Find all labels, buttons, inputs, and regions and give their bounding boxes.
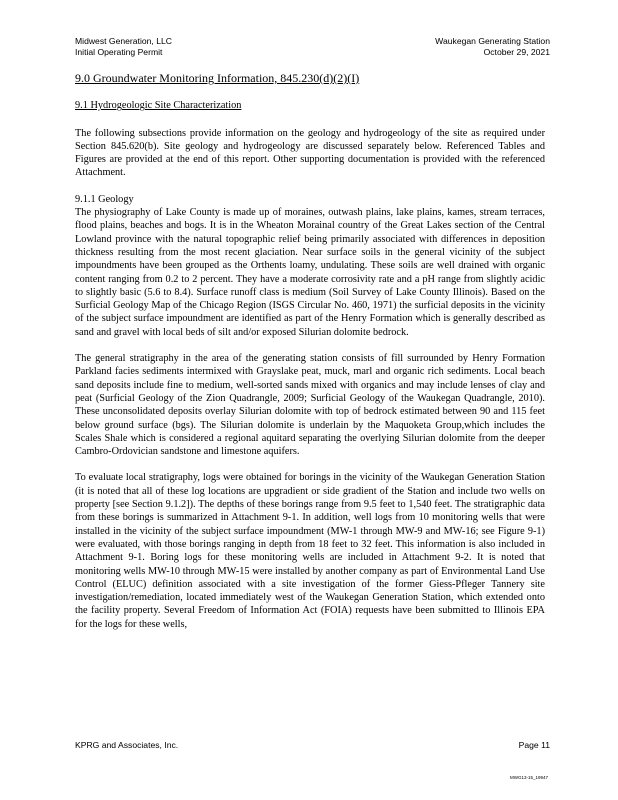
header-left — [75, 36, 172, 57]
footer-company: KPRG and Associates, Inc. — [75, 740, 179, 750]
intro-paragraph: The following subsections provide information on the geology and hydrogeology of the site as required under Section 845.620(b). Site geology and hydrogeology are discussed separately below. Referenced Tables and Figures are provided at the end of this report. Other supporting documentation is provided with the referenced Attachment. — [75, 127, 545, 179]
page-number: Page 11 — [518, 740, 550, 750]
paragraph-local-stratigraphy: To evaluate local stratigraphy, logs were obtained for borings in the vicinity of the Waukegan Generation Station (it is noted that all of these log locations are upgradient or side gradient of the Station and include two wells on property [see Section 9.1.2]). The depths of these borings range from 9.5 feet to 1,540 feet. The stratigraphic data from these borings is summarized in Attachment 9-1. In addition, well logs from 10 monitoring wells that were installed in the vicinity of the subject surface impoundment (MW-1 through MW-9 and MW-16; see Figure 9-1) were evaluated, with those borings ranging in depth from 18 feet to 32 feet. This information is also included in Attachment 9-1. Boring logs for these monitoring wells are included in Attachment 9-2. It is noted that monitoring wells MW-10 through MW-15 were installed by another company as part of Environmental Land Use Control (ELUC) definition associated with a site investigation of the former Giess-Pfleger Tannery site investigation/remediation, located immediately west of the Waukegan Generation Station, which extended onto the facility property. Several Freedom of Information Act (FOIA) requests have been submitted to Illinois EPA for the logs for these wells, — [75, 472, 545, 630]
header-right — [435, 36, 550, 57]
paragraph-physiography: The physiography of Lake County is made up of moraines, outwash plains, lake plains, kames, stream terraces, flood plains, beaches and bogs. It is in the Wheaton Morainal country of the Great Lakes section of the Central Lowland province with the natural topographic relief being primarily associated with differences in deposition thickness resulting from the most recent glaciation. Near surface soils in the general vicinity of the subject impoundments have been grouped as the Orthents loamy, undulating. These soils are well drained with organic content ranging from 0.2 to 2 percent. They have a moderate corrosivity rate and a pH range from slightly acidic to slightly basic (5.6 to 8.4). Surface runoff class is medium (Soil Survey of Lake County Illinois). Based on the Surficial Geology Map of the Chicago Region (ISGS Circular No. 460, 1971) the surficial deposits in the vicinity of the subject surface impoundment are identified as part of the Henry Formation which is generally described as sand and gravel with local beds of silt and/or exposed Silurian dolomite bedrock. — [75, 207, 545, 338]
geology-heading: 9.1.1 Geology — [75, 193, 134, 205]
section-title: 9.0 Groundwater Monitoring Information, 845.230(d)(2)(I) — [75, 71, 360, 85]
document-date: October 29, 2021 — [483, 46, 550, 57]
document-body — [75, 72, 545, 644]
station-name: Waukegan Generating Station — [435, 36, 550, 46]
bates-number: MWG13-15_19947 — [509, 775, 548, 780]
company-name: Midwest Generation, LLC — [75, 36, 172, 46]
paragraph-stratigraphy: The general stratigraphy in the area of the generating station consists of fill surrounded by Henry Formation Parkland facies sediments intermixed with Grayslake peat, muck, marl and organic rich sediments. Local beach sand deposits include fine to medium, well-sorted sands mixed with organics and may include lenses of clay and peat (Surficial Geology of the Zion Quadrangle, 2009; Surficial Geology of the Waukegan Quadrangle, 2010). These unconsolidated deposits overlay Silurian dolomite with top of bedrock estimated between 90 and 115 feet below ground surface (bgs). The Silurian dolomite is underlain by the Maquoketa Group,which includes the Scales Shale which is considered a regional aquitard separating the overlying Silurian dolomite from the deeper Cambro-Ordovician sandstone and limestone aquifers. — [75, 353, 545, 458]
section-subtitle: 9.1 Hydrogeologic Site Characterization — [75, 100, 242, 112]
permit-name: Initial Operating Permit — [75, 46, 163, 57]
